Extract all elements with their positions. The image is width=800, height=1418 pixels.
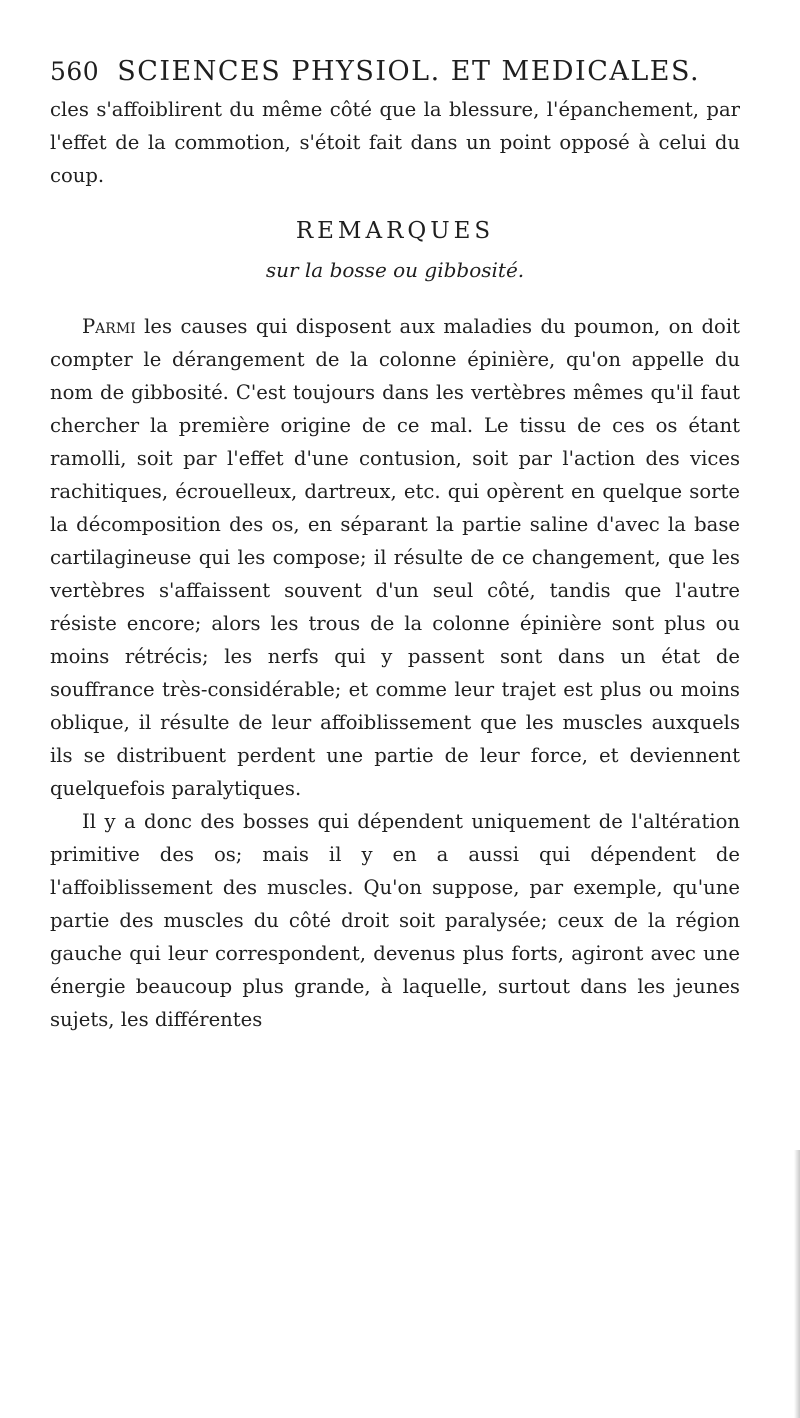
opening-paragraph: cles s'affoiblirent du même côté que la blessure, l'épanchement, par l'effet de la commotion, s'étoit fait dans un point opposé à celui du coup.	[50, 98, 740, 187]
running-title: SCIENCES PHYSIOL. ET MEDICALES.	[117, 56, 701, 87]
running-head	[50, 56, 740, 87]
paragraph-second: Il y a donc des bosses qui dépendent uniquement de l'altération primitive des os; mais il y en a aussi qui dépendent de l'affoiblissement des muscles. Qu'on suppose, par exemple, qu'une partie des muscles du côté droit soit paralysée; ceux de la région gauche qui leur correspondent, devenus plus forts, agiront avec une énergie beaucoup plus grande, à laquelle, surtout dans les jeunes sujets, les différentes	[50, 810, 740, 1031]
section-subtitle: sur la bosse ou gibbosité.	[265, 258, 525, 282]
page-number: 560	[50, 57, 100, 86]
page-edge-shadow	[794, 1150, 800, 1418]
paragraph-first	[50, 310, 740, 805]
paragraph-first-lead: Parmi	[82, 315, 136, 338]
paragraph-first-rest: les causes qui disposent aux maladies du poumon, on doit compter le dérangement de la colonne épinière, qu'on appelle du nom de gibbosité. C'est toujours dans les vertèbres mêmes qu'il faut chercher la première origine de ce mal. Le tissu de ces os étant ramolli, soit par l'effet d'une contusion, soit par l'action des vices rachitiques, écrouelleux, dartreux, etc. qui opèrent en quelque sorte la décomposition des os, en séparant la partie saline d'avec la base cartilagineuse qui les compose; il résulte de ce changement, que les vertèbres s'affaissent souvent d'un seul côté, tandis que l'autre résiste encore; alors les trous de la colonne épinière sont plus ou moins rétrécis; les nerfs qui y passent sont dans un état de souffrance très-considérable; et comme leur trajet est plus ou moins oblique, il résulte de leur affoiblissement que les muscles auxquels ils se distribuent perdent une partie de leur force, et deviennent quelquefois paralytiques.	[50, 315, 740, 800]
section-title: REMARQUES	[295, 218, 495, 244]
